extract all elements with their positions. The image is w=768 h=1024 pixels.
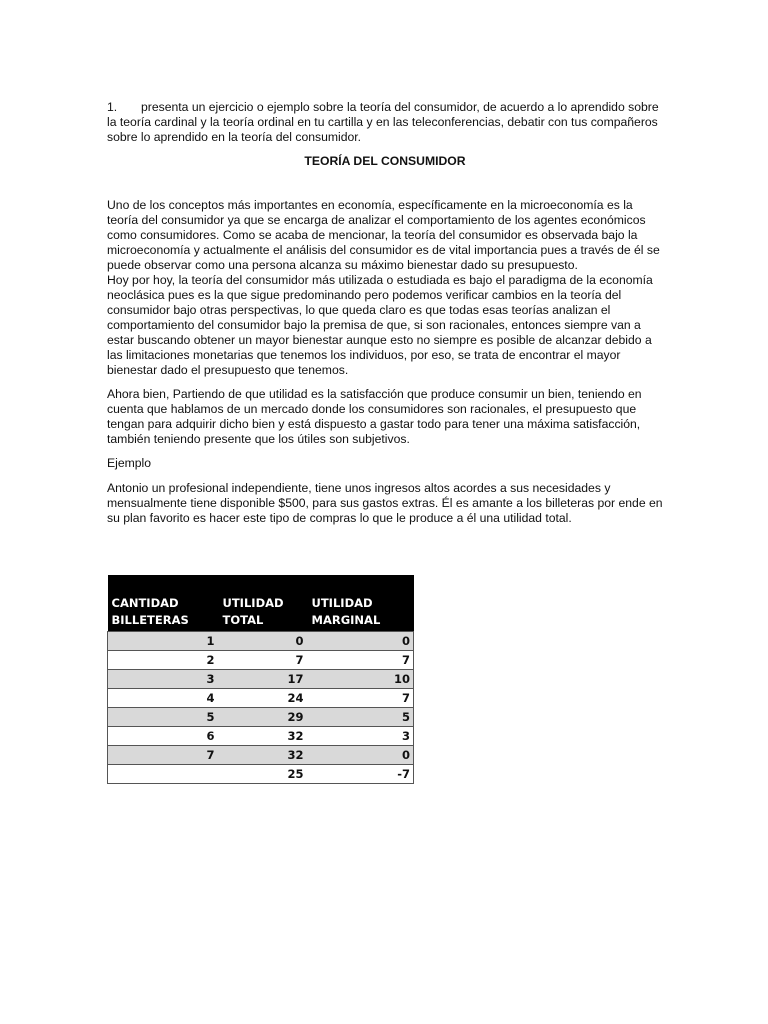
header-cantidad: CANTIDAD BILLETERAS — [108, 575, 219, 632]
document-title: TEORÍA DEL CONSUMIDOR — [304, 154, 466, 168]
table-header-row — [108, 575, 414, 632]
cell-cantidad: 4 — [108, 689, 219, 708]
cell-marginal: 0 — [308, 632, 414, 651]
table-row — [108, 651, 414, 670]
cell-total: 7 — [219, 651, 308, 670]
cell-cantidad: 6 — [108, 727, 219, 746]
utility-table — [107, 575, 414, 784]
cell-total: 32 — [219, 727, 308, 746]
question-paragraph — [107, 100, 663, 145]
header-utilidad-total: UTILIDAD TOTAL — [219, 575, 308, 632]
cell-total: 17 — [219, 670, 308, 689]
table-row — [108, 689, 414, 708]
cell-cantidad: 5 — [108, 708, 219, 727]
header-utilidad-marginal: UTILIDAD MARGINAL — [308, 575, 414, 632]
cell-cantidad: 7 — [108, 746, 219, 765]
cell-total: 24 — [219, 689, 308, 708]
cell-total: 25 — [219, 765, 308, 784]
table-row — [108, 746, 414, 765]
document-body — [107, 100, 663, 526]
cell-marginal: 3 — [308, 727, 414, 746]
table-row — [108, 708, 414, 727]
question-number: 1. — [107, 100, 118, 114]
cell-marginal: 7 — [308, 689, 414, 708]
cell-total: 29 — [219, 708, 308, 727]
cell-cantidad: 2 — [108, 651, 219, 670]
cell-marginal: 7 — [308, 651, 414, 670]
cell-marginal: 10 — [308, 670, 414, 689]
cell-cantidad: 3 — [108, 670, 219, 689]
cell-marginal: -7 — [308, 765, 414, 784]
cell-cantidad — [108, 765, 219, 784]
question-text: presenta un ejercicio o ejemplo sobre la teoría del consumidor, de acuerdo a lo aprendido sobre la teoría cardinal y la teoría ordinal en tu cartilla y en las teleconferencias, debatir con tus compañeros sobre lo aprendido en la teoría del consumidor. — [107, 100, 659, 144]
paragraph-paradigm: Hoy por hoy, la teoría del consumidor más utilizada o estudiada es bajo el paradigma de la economía neoclásica pues es la que sigue predominando pero podemos verificar cambios en la teoría del consumidor bajo otras perspectivas, lo que queda claro es que todas esas teorías analizan el comportamiento del consumidor bajo la premisa de que, si son racionales, entonces siempre van a estar buscando obtener un mayor bienestar aunque esto no siempre es posible de alcanzar debido a las limitaciones monetarias que tenemos los individuos, por eso, se trata de encontrar el mayor bienestar dado el presupuesto que tenemos. — [107, 273, 653, 377]
table-row — [108, 632, 414, 651]
cell-cantidad: 1 — [108, 632, 219, 651]
cell-total: 32 — [219, 746, 308, 765]
cell-marginal: 0 — [308, 746, 414, 765]
paragraph-intro: Uno de los conceptos más importantes en economía, específicamente en la microeconomía es la teoría del consumidor ya que se encarga de analizar el comportamiento de los agentes económicos como consumidores. Como se acaba de mencionar, la teoría del consumidor es observada bajo la microeconomía y actualmente el análisis del consumidor es de vital importancia pues a través de él se puede observar como una persona alcanza su máximo bienestar dado su presupuesto. — [107, 198, 660, 272]
cell-total: 0 — [219, 632, 308, 651]
paragraph-example-label: Ejemplo — [107, 456, 152, 470]
table-row — [108, 727, 414, 746]
paragraph-utility: Ahora bien, Partiendo de que utilidad es la satisfacción que produce consumir un bien, teniendo en cuenta que hablamos de un mercado donde los consumidores son racionales, el presupuesto que tengan para adquirir dicho bien y está dispuesto a gastar todo para tener una máxima satisfacción, también teniendo presente que los útiles son subjetivos. — [107, 387, 642, 446]
paragraph-example: Antonio un profesional independiente, tiene unos ingresos altos acordes a sus necesidades y mensualmente tiene disponible $500, para sus gastos extras. Él es amante a los billeteras por ende en su plan favorito es hacer este tipo de compras lo que le produce a él una utilidad total. — [107, 481, 663, 525]
cell-marginal: 5 — [308, 708, 414, 727]
table-row — [108, 670, 414, 689]
table-row — [108, 765, 414, 784]
